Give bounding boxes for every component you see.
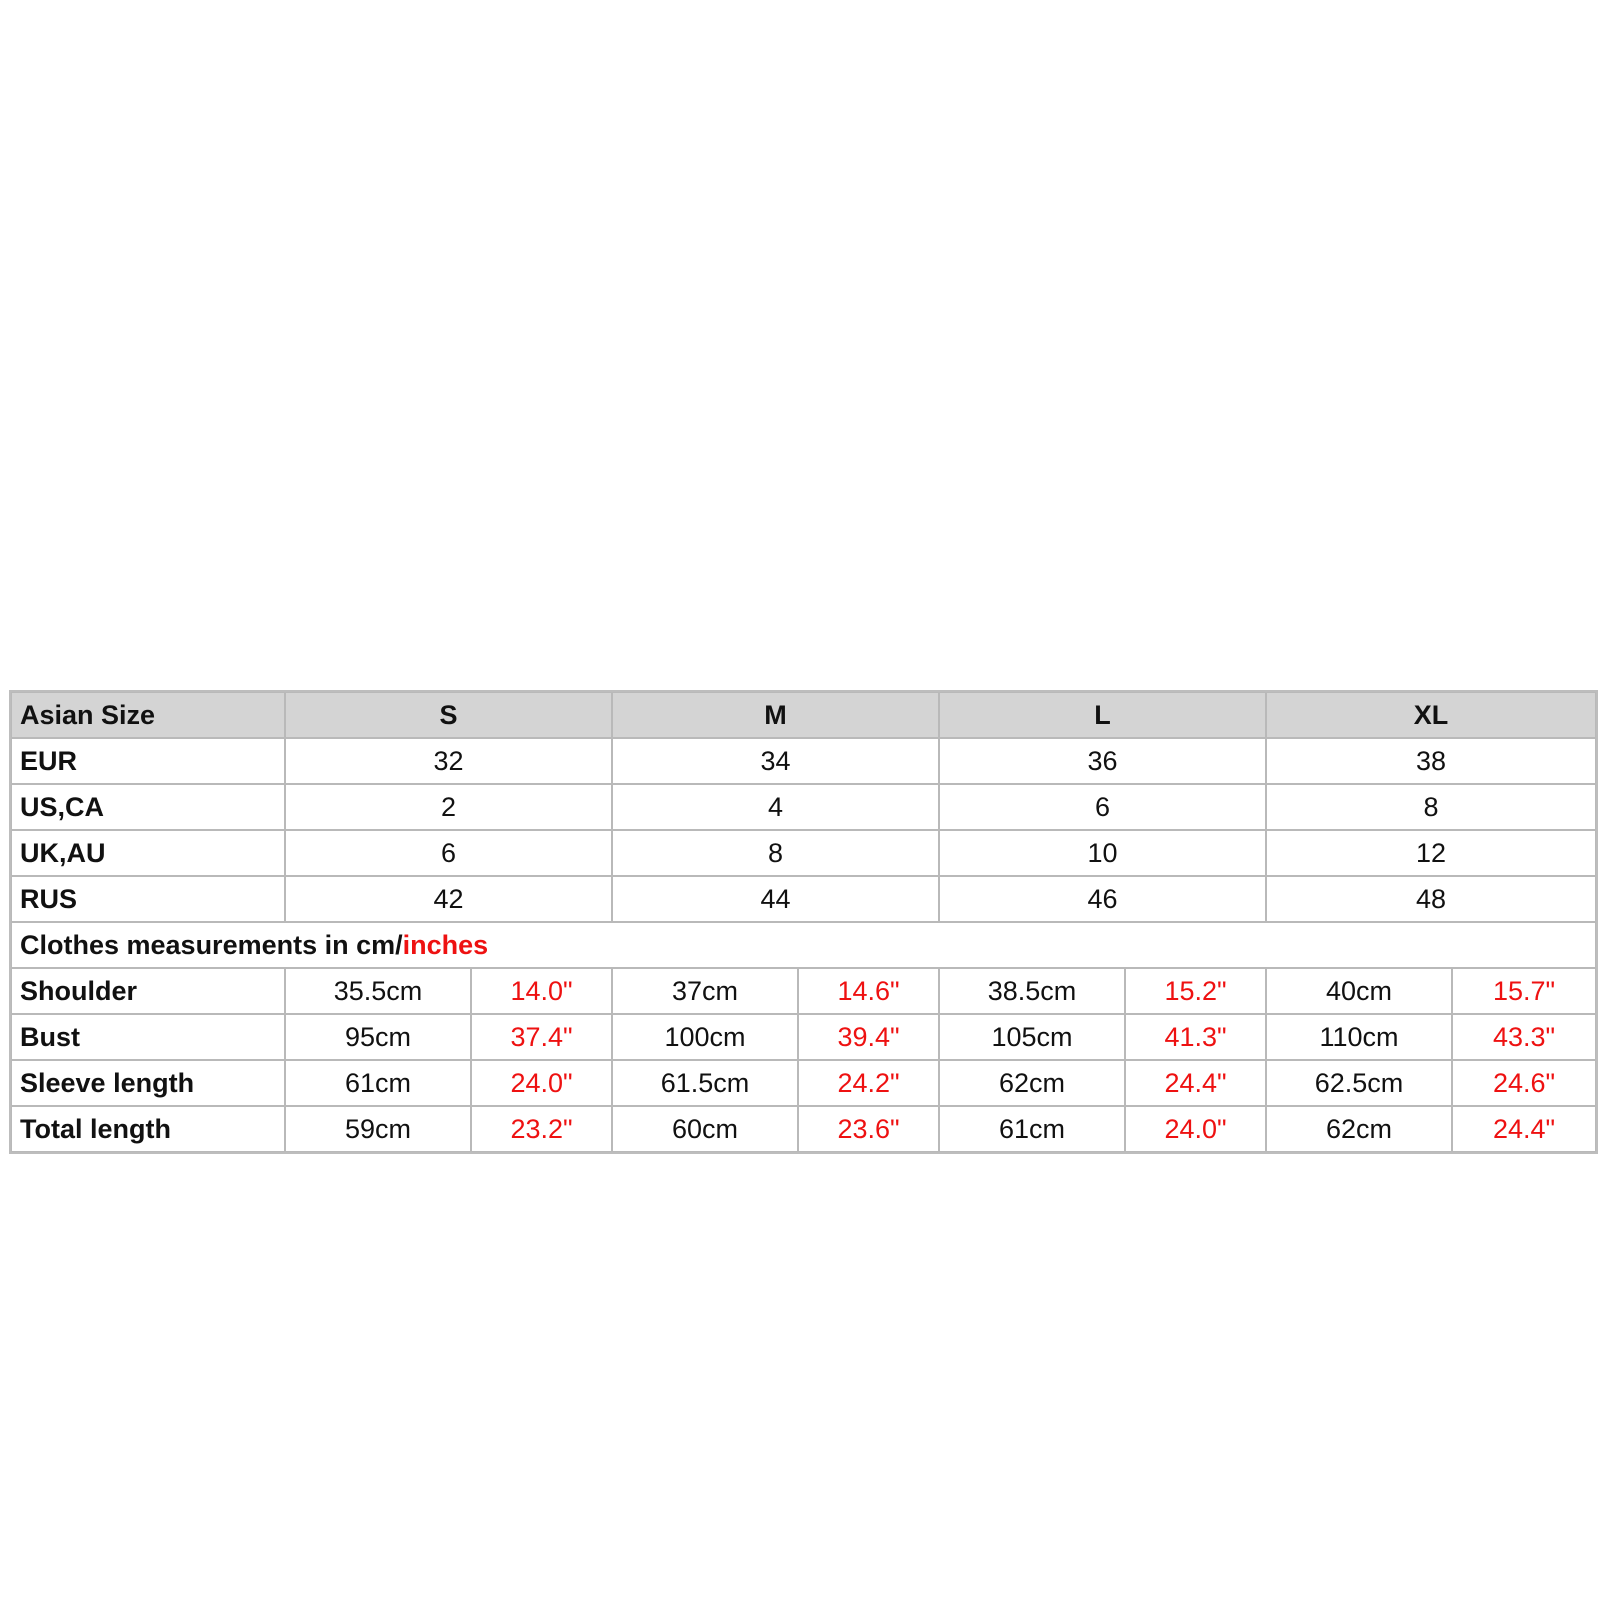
- section-title-prefix: Clothes measurements in cm/: [20, 929, 403, 960]
- size-value: 6: [285, 830, 612, 876]
- row-label: Sleeve length: [11, 1060, 285, 1106]
- inch-value: 24.6": [1452, 1060, 1596, 1106]
- size-value: 10: [939, 830, 1266, 876]
- measurement-row-bust: [11, 1014, 1596, 1060]
- cm-value: 95cm: [285, 1014, 471, 1060]
- size-value: 44: [612, 876, 939, 922]
- size-header-l: L: [939, 692, 1266, 738]
- conversion-row-rus: [11, 876, 1596, 922]
- size-header-m: M: [612, 692, 939, 738]
- inch-value: 24.0": [471, 1060, 612, 1106]
- section-title-row: [11, 922, 1596, 968]
- section-title-inches: inches: [402, 929, 489, 960]
- row-label: Total length: [11, 1106, 285, 1152]
- size-value: 12: [1266, 830, 1596, 876]
- size-value: 8: [1266, 784, 1596, 830]
- inch-value: 23.2": [471, 1106, 612, 1152]
- header-label: Asian Size: [11, 692, 285, 738]
- size-chart-table: [9, 690, 1598, 1154]
- size-value: 46: [939, 876, 1266, 922]
- header-row: [11, 692, 1596, 738]
- size-value: 36: [939, 738, 1266, 784]
- size-value: 32: [285, 738, 612, 784]
- inch-value: 14.0": [471, 968, 612, 1014]
- size-header-s: S: [285, 692, 612, 738]
- cm-value: 38.5cm: [939, 968, 1125, 1014]
- cm-value: 60cm: [612, 1106, 798, 1152]
- measurement-row-shoulder: [11, 968, 1596, 1014]
- cm-value: 62cm: [1266, 1106, 1452, 1152]
- inch-value: 24.0": [1125, 1106, 1266, 1152]
- section-title: [11, 922, 1596, 968]
- cm-value: 62.5cm: [1266, 1060, 1452, 1106]
- conversion-row-eur: [11, 738, 1596, 784]
- row-label: UK,AU: [11, 830, 285, 876]
- cm-value: 61cm: [285, 1060, 471, 1106]
- inch-value: 24.2": [798, 1060, 939, 1106]
- size-value: 48: [1266, 876, 1596, 922]
- measurement-row-total-length: [11, 1106, 1596, 1152]
- size-value: 42: [285, 876, 612, 922]
- cm-value: 100cm: [612, 1014, 798, 1060]
- inch-value: 43.3": [1452, 1014, 1596, 1060]
- row-label: EUR: [11, 738, 285, 784]
- row-label: RUS: [11, 876, 285, 922]
- size-header-xl: XL: [1266, 692, 1596, 738]
- cm-value: 61cm: [939, 1106, 1125, 1152]
- conversion-row-us-ca: [11, 784, 1596, 830]
- cm-value: 62cm: [939, 1060, 1125, 1106]
- cm-value: 35.5cm: [285, 968, 471, 1014]
- size-value: 6: [939, 784, 1266, 830]
- row-label: Bust: [11, 1014, 285, 1060]
- cm-value: 110cm: [1266, 1014, 1452, 1060]
- inch-value: 24.4": [1125, 1060, 1266, 1106]
- cm-value: 59cm: [285, 1106, 471, 1152]
- row-label: US,CA: [11, 784, 285, 830]
- inch-value: 23.6": [798, 1106, 939, 1152]
- inch-value: 24.4": [1452, 1106, 1596, 1152]
- cm-value: 105cm: [939, 1014, 1125, 1060]
- inch-value: 39.4": [798, 1014, 939, 1060]
- size-value: 2: [285, 784, 612, 830]
- size-value: 8: [612, 830, 939, 876]
- inch-value: 41.3": [1125, 1014, 1266, 1060]
- inch-value: 15.7": [1452, 968, 1596, 1014]
- size-value: 38: [1266, 738, 1596, 784]
- cm-value: 61.5cm: [612, 1060, 798, 1106]
- inch-value: 14.6": [798, 968, 939, 1014]
- measurement-row-sleeve-length: [11, 1060, 1596, 1106]
- inch-value: 15.2": [1125, 968, 1266, 1014]
- size-value: 4: [612, 784, 939, 830]
- cm-value: 40cm: [1266, 968, 1452, 1014]
- conversion-row-uk-au: [11, 830, 1596, 876]
- cm-value: 37cm: [612, 968, 798, 1014]
- inch-value: 37.4": [471, 1014, 612, 1060]
- row-label: Shoulder: [11, 968, 285, 1014]
- size-value: 34: [612, 738, 939, 784]
